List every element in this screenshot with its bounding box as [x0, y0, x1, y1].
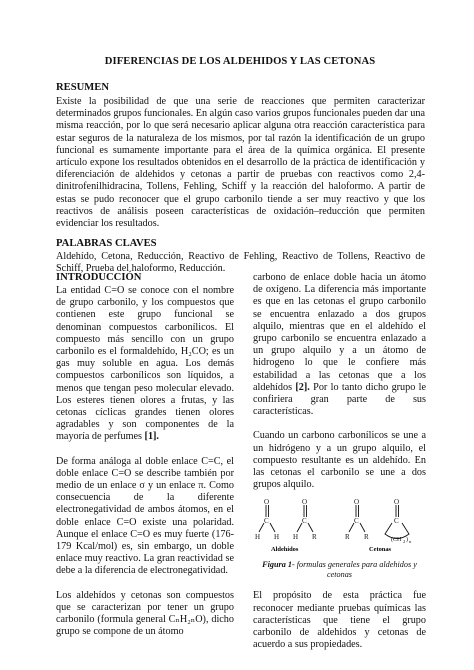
aldehydes-label: Aldehídos	[271, 546, 299, 554]
svg-text:R: R	[312, 533, 317, 542]
figure-caption-prefix: Figura 1-	[262, 560, 295, 570]
svg-text:O: O	[394, 498, 400, 507]
intro-paragraph-2: De forma análoga al doble enlace C=C, el doble enlace C=O se describe también por medio de un enlace σ y un enlace π. Como consecuencia de la diferente electronegatividad de ambos átomos, en el doble enlace C=O existe una polaridad. Aunque el enlace C=O es muy fuerte (176-179 Kcal/mol) es, sin embargo, un doble enlace muy reactivo. La gran reactividad se debe a la diferencia de electronegatividad.	[56, 455, 234, 577]
intro-paragraph-6: El propósito de esta práctica fue reconocer mediante pruebas químicas las características que tiene el grupo carbonilo de aldehidos y cetonas de acuerdo a sus propiedades.	[253, 590, 426, 651]
introduction-heading: INTRODUCCIÓN	[56, 272, 142, 283]
abstract-text: Existe la posibilidad de que una serie de reacciones que permiten caracterizar determinados grupos funcionales. En algún caso varios grupos funcionales pueden dar una misma reacción, por lo que será necesario aplicar alguna otra reacción característica para estar seguros de la naturaleza de los mismos, por tal razón la identificación de un grupo funcional es sumamente importante para el área de la química orgánica. El presente artículo expone los resultados obtenidos en el desarrollo de la práctica de identificación y diferenciación de aldehidos y cetonas a partir de pruebas con reactivos como 2,4-dinitrofenilhidracina, Tollens, Fehling, Schiff y la reacción del haloformo. A partir de estas se pudo reconocer que el grupo carbonilo tiende a ser muy reactivo y que los reactivos de análisis poseen características de oxidación–reducción que permiten evidenciar los resultados.	[56, 96, 425, 230]
svg-text:C: C	[302, 517, 307, 526]
intro-paragraph-4	[253, 272, 426, 418]
svg-text:O: O	[354, 498, 360, 507]
intro-paragraph-4-text-b: Por lo tanto dicho grupo le confiriera gran parte de sus características.	[253, 381, 427, 418]
svg-text:n: n	[409, 539, 412, 545]
right-column	[253, 272, 426, 651]
svg-text:C: C	[354, 517, 359, 526]
citation-1: [1].	[144, 431, 159, 443]
svg-text:H: H	[293, 533, 299, 542]
carbonyl-structures-diagram	[253, 497, 426, 555]
intro-paragraph-1-text: La entidad C=O se conoce con el nombre de grupo carbonilo, y los compuestos que contienen este grupo funcional se denominan compuestos carbonílicos. El compuesto más sencillo con un grupo carbonilo es el formaldehído, H₂CO; es un gas muy soluble en agua. Los demás compuestos carbonílicos son líquidos, a menos que tengan peso molecular elevado. Los esteres tienen olores a frutas, y las cetonas cíclicas grandes tienen olores agradables y son componentes de la mayoría de perfumes	[56, 285, 234, 443]
figure-caption-text: formulas generales para aldehidos y cetonas	[296, 560, 417, 580]
svg-text:2: 2	[403, 539, 406, 545]
left-column	[56, 272, 234, 638]
svg-text:R: R	[345, 533, 350, 542]
svg-text:(CH: (CH	[391, 537, 402, 544]
intro-paragraph-5: Cuando un carbono carbonílicos se une a un hidrógeno y a un grupo alquilo, el compuesto resultante es un aldehído. En las cetonas el carbonilo se une a dos grupos alquilo.	[253, 430, 426, 491]
document-title: DIFERENCIAS DE LOS ALDEHIDOS Y LAS CETONAS	[104, 56, 376, 67]
abstract-heading: RESUMEN	[56, 82, 109, 93]
intro-paragraph-4-text-a: carbono de enlace doble hacia un átomo de oxígeno. La diferencia más importante es que en las cetonas el grupo carbonilo se encuentra enlazado a dos grupos alquilo, mientras que en el aldehído el grupo carbonilo se encuentra enlazado a un grupo alquilo y a un átomo de hidrogeno lo que le confiere más estabilidad a las cetonas que a los aldehídos	[253, 272, 426, 393]
svg-text:): )	[406, 537, 408, 544]
svg-text:C: C	[394, 517, 399, 526]
svg-text:O: O	[302, 498, 308, 507]
intro-paragraph-1	[56, 285, 234, 444]
svg-text:C: C	[264, 517, 269, 526]
svg-text:H: H	[255, 533, 261, 542]
svg-text:R: R	[364, 533, 369, 542]
svg-text:O: O	[264, 498, 270, 507]
ketones-label: Cetonas	[369, 546, 392, 554]
citation-2: [2].	[295, 381, 310, 393]
svg-text:H: H	[274, 533, 280, 542]
keywords-text: Aldehído, Cetona, Reducción, Reactivo de Fehling, Reactivo de Tollens, Reactivo de Schiff, Prueba del haloformo, Reducción.	[56, 251, 425, 275]
figure-1	[253, 497, 426, 580]
keywords-heading: PALABRAS CLAVES	[56, 238, 157, 249]
figure-caption	[253, 560, 426, 580]
intro-paragraph-3: Los aldehídos y cetonas son compuestos que se caracterizan por tener un grupo carbonilo (formula general CₙH₂ₙO), dicho grupo se compone de un átomo	[56, 589, 234, 638]
